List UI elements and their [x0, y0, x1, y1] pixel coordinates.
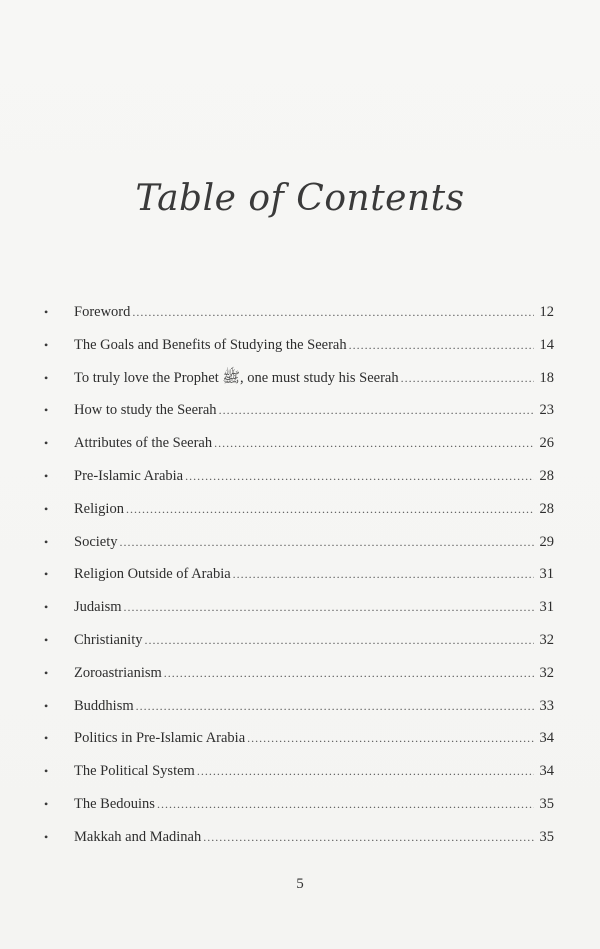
toc-entry	[44, 493, 554, 526]
bullet-icon: •	[44, 370, 49, 385]
bullet-icon: •	[44, 403, 49, 418]
toc-entry	[44, 591, 554, 624]
toc-entry-title: Society	[74, 533, 118, 550]
bullet-icon: •	[44, 337, 49, 352]
toc-entry	[44, 722, 554, 755]
toc-entry-title: The Political System	[74, 763, 195, 780]
dot-leader	[203, 821, 534, 854]
toc-entry	[44, 788, 554, 821]
toc-entry	[44, 558, 554, 591]
bullet-icon: •	[44, 534, 49, 549]
bullet-icon: •	[44, 665, 49, 680]
dot-leader	[185, 460, 534, 493]
toc-entry-page: 26	[539, 435, 554, 452]
toc-entry-page: 18	[539, 369, 554, 386]
bullet-icon: •	[44, 600, 49, 615]
toc-entry	[44, 821, 554, 854]
bullet-icon: •	[44, 501, 49, 516]
toc-entry	[44, 657, 554, 690]
dot-leader	[126, 493, 534, 526]
bullet-icon: •	[44, 796, 49, 811]
bullet-icon: •	[44, 305, 49, 319]
table-of-contents	[44, 296, 554, 854]
toc-entry	[44, 427, 554, 460]
toc-entry-page: 34	[539, 730, 554, 747]
toc-entry-title: The Bedouins	[74, 795, 155, 812]
toc-entry-title: Attributes of the Seerah	[74, 435, 213, 452]
toc-entry-page: 34	[539, 763, 554, 780]
dot-leader	[349, 329, 534, 362]
toc-entry-title: The Goals and Benefits of Studying the Seerah	[74, 336, 347, 353]
toc-entry-page: 32	[539, 631, 554, 648]
toc-entry-title: Buddhism	[74, 697, 134, 714]
toc-entry	[44, 329, 554, 362]
toc-entry-title: Zoroastrianism	[74, 664, 162, 681]
toc-entry-page: 28	[539, 467, 554, 484]
toc-entry-title: Religion Outside of Arabia	[74, 566, 231, 583]
dot-leader	[132, 296, 534, 329]
toc-entry-title: Makkah and Madinah	[74, 828, 202, 845]
toc-entry	[44, 460, 554, 493]
toc-entry	[44, 362, 554, 395]
toc-entry-title: Christianity	[74, 631, 143, 648]
dot-leader	[233, 558, 534, 591]
toc-entry-page: 35	[539, 828, 554, 845]
bullet-icon: •	[44, 731, 49, 746]
toc-entry	[44, 624, 554, 657]
toc-entry	[44, 755, 554, 788]
toc-entry	[44, 690, 554, 723]
toc-entry-title: Pre-Islamic Arabia	[74, 467, 184, 484]
bullet-icon: •	[44, 436, 49, 451]
dot-leader	[120, 526, 535, 559]
toc-entry-page: 33	[539, 697, 554, 714]
toc-entry	[44, 394, 554, 427]
toc-entry-page: 32	[539, 664, 554, 681]
toc-entry-title: How to study the Seerah	[74, 402, 217, 419]
toc-entry-page: 23	[539, 402, 554, 419]
toc-entry-page: 28	[539, 500, 554, 517]
dot-leader	[144, 624, 534, 657]
dot-leader	[247, 722, 534, 755]
toc-entry-title: Religion	[74, 500, 124, 517]
bullet-icon: •	[44, 632, 49, 647]
toc-entry-title: Politics in Pre-Islamic Arabia	[74, 730, 246, 747]
bullet-icon: •	[44, 698, 49, 713]
dot-leader	[219, 394, 534, 427]
dot-leader	[197, 755, 534, 788]
toc-entry-page: 29	[539, 533, 554, 550]
dot-leader	[164, 657, 534, 690]
bullet-icon: •	[44, 829, 49, 844]
toc-entry-title: Foreword	[74, 304, 131, 320]
toc-entry	[44, 526, 554, 559]
toc-entry-page: 31	[539, 599, 554, 616]
toc-entry-page: 12	[539, 304, 554, 320]
bullet-icon: •	[44, 567, 49, 582]
bullet-icon: •	[44, 764, 49, 779]
dot-leader	[214, 427, 534, 460]
page-title: Table of Contents	[135, 178, 465, 219]
page-number: 5	[296, 876, 304, 892]
dot-leader	[124, 591, 534, 624]
toc-entry-title: To truly love the Prophet ﷺ, one must study his Seerah	[74, 369, 399, 386]
toc-entry-page: 35	[539, 795, 554, 812]
toc-entry-page: 31	[539, 566, 554, 583]
bullet-icon: •	[44, 468, 49, 483]
toc-entry-page: 14	[539, 336, 554, 353]
dot-leader	[401, 362, 534, 395]
dot-leader	[136, 690, 534, 723]
toc-entry	[44, 296, 554, 329]
toc-entry-title: Judaism	[74, 599, 122, 616]
dot-leader	[157, 788, 534, 821]
